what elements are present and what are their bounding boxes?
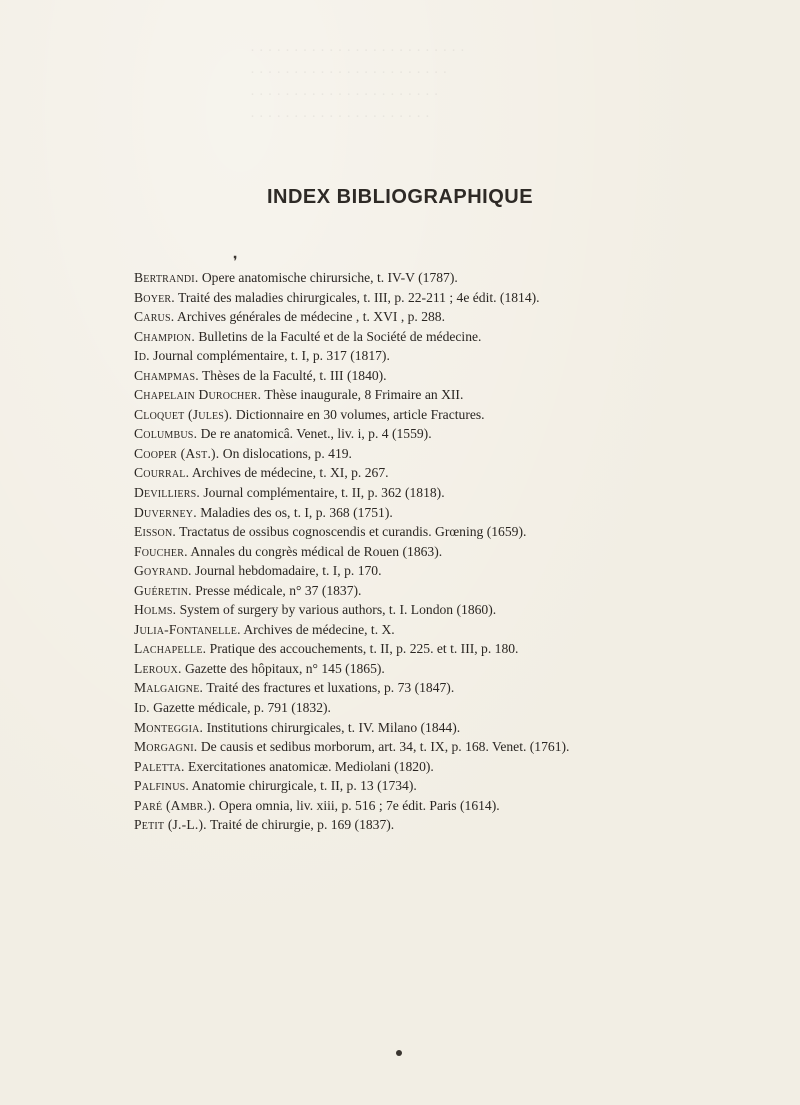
entry-text: Annales du congrès médical de Rouen (1863). (190, 543, 443, 559)
bibliography-entry (134, 327, 789, 347)
bibliography-entry (134, 737, 789, 757)
bibliography-entry (134, 268, 789, 288)
bibliography-entry (134, 600, 789, 620)
bibliography-entry (134, 522, 789, 542)
entry-author: Morgagni. (134, 739, 198, 755)
entry-text: Archives de médecine, t. XI, p. 267. (191, 465, 389, 481)
entry-text: Maladies des os, t. I, p. 368 (1751). (200, 504, 393, 520)
bibliography-entry (134, 776, 789, 796)
bibliography-entry (134, 639, 789, 659)
bibliography-entry (134, 405, 789, 425)
bibliography-entry (134, 678, 789, 698)
entry-text: Anatomie chirurgicale, t. II, p. 13 (1734). (191, 778, 417, 794)
bibliography-entry (134, 385, 789, 405)
page-title: INDEX BIBLIOGRAPHIQUE (266, 186, 534, 209)
entry-author: Id. (134, 348, 150, 364)
entry-text: Gazette médicale, p. 791 (1832). (153, 700, 331, 716)
entry-author: Id. (134, 700, 150, 716)
bibliography-entry (134, 698, 789, 718)
entry-text: Gazette des hôpitaux, n° 145 (1865). (184, 660, 385, 676)
bibliography-entry (134, 424, 789, 444)
entry-text: Institutions chirurgicales, t. IV. Milano (1844). (206, 719, 461, 735)
entry-author: Chapelain Durocher. (134, 387, 262, 403)
entry-text: Thèses de la Faculté, t. III (1840). (202, 367, 387, 383)
bibliography-entry (134, 483, 789, 503)
entry-text: Tractatus de ossibus cognoscendis et curandis. Grœning (1659). (179, 524, 527, 540)
entry-author: Goyrand. (134, 563, 192, 579)
bibliography-entry (134, 561, 789, 581)
entry-author: Malgaigne. (134, 680, 204, 696)
entry-author: Cooper (Ast.). (134, 445, 220, 461)
entry-author: Champion. (134, 328, 195, 344)
bibliography-entry (134, 757, 789, 777)
entry-author: Courral. (134, 465, 190, 481)
entry-author: Holms. (134, 602, 177, 618)
entry-text: Pratique des accouchements, t. II, p. 225. et t. III, p. 180. (209, 641, 519, 657)
ink-dot (396, 1050, 402, 1056)
entry-text: Dictionnaire en 30 volumes, article Fractures. (235, 406, 485, 422)
entry-author: Duverney. (134, 504, 197, 520)
entry-author: Carus. (134, 309, 175, 325)
entry-text: System of surgery by various authors, t. I. London (1860). (179, 602, 497, 618)
entry-author: Bertrandi. (134, 270, 199, 285)
bibliography-entry (134, 503, 789, 523)
entry-author: Lachapelle. (134, 641, 207, 657)
bibliography-entry (134, 307, 789, 327)
entry-text: Traité des maladies chirurgicales, t. III, p. 22-211 ; 4e édit. (1814). (178, 289, 540, 305)
bibliography-entry (134, 815, 789, 835)
entry-text: Traité de chirurgie, p. 169 (1837). (209, 817, 395, 833)
entry-text: Journal complémentaire, t. II, p. 362 (1818). (203, 485, 445, 501)
bibliography-entry (134, 718, 789, 738)
entry-text: Thèse inaugurale, 8 Frimaire an XII. (264, 387, 464, 403)
bibliography-entry (134, 796, 789, 816)
entry-text: On dislocations, p. 419. (222, 445, 352, 461)
show-through-text: · · · · · · · · · · · · · · · · · · · · · · · · · · · · · · · · · · · · · · · · · · · · · · · · · · · · · · · · · · · · · · · · · · · · · · · · · · · · · · · · · · · · · · · · · · · (250, 43, 465, 125)
entry-author: Paletta. (134, 758, 185, 774)
entry-text: Journal complémentaire, t. I, p. 317 (1817). (153, 348, 390, 364)
entry-text: Opera omnia, liv. xiii, p. 516 ; 7e édit. Paris (1614). (218, 797, 500, 813)
bibliography-entry (134, 581, 789, 601)
entry-author: Boyer. (134, 289, 175, 305)
entry-author: Palfinus. (134, 778, 189, 794)
bibliography-entry (134, 542, 789, 562)
bibliography-entry (134, 659, 789, 679)
entry-author: Julia-Fontanelle. (134, 621, 241, 637)
entry-author: Petit (J.-L.). (134, 817, 207, 833)
entry-author: Foucher. (134, 543, 188, 559)
bibliography-list (134, 268, 789, 835)
entry-text: Bulletins de la Faculté et de la Société de médecine. (198, 328, 482, 344)
entry-text: De re anatomicâ. Venet., liv. i, p. 4 (1559). (200, 426, 432, 442)
entry-text: Journal hebdomadaire, t. I, p. 170. (195, 563, 382, 579)
entry-author: Leroux. (134, 660, 182, 676)
entry-text: Presse médicale, n° 37 (1837). (195, 582, 362, 598)
entry-author: Champmas. (134, 367, 199, 383)
bibliography-entry (134, 463, 789, 483)
bibliography-entry (134, 366, 789, 386)
entry-text: Archives générales de médecine , t. XVI , p. 288. (177, 309, 446, 325)
entry-text: De causis et sedibus morborum, art. 34, t. IX, p. 168. Venet. (1761). (200, 739, 570, 755)
entry-author: Cloquet (Jules). (134, 406, 233, 422)
bibliography-entry (134, 288, 789, 308)
bibliography-entry (134, 444, 789, 464)
entry-text: Archives de médecine, t. X. (243, 621, 395, 637)
bibliography-entry (134, 620, 789, 640)
entry-text: Traité des fractures et luxations, p. 73 (1847). (206, 680, 455, 696)
entry-text: Exercitationes anatomicæ. Mediolani (1820). (188, 758, 434, 774)
entry-author: Paré (Ambr.). (134, 797, 216, 813)
entry-author: Monteggia. (134, 719, 204, 735)
entry-text: Opere anatomische chirursiche, t. IV-V (1787). (201, 270, 458, 285)
entry-author: Columbus. (134, 426, 198, 442)
entry-author: Eisson. (134, 524, 176, 540)
bibliography-entry (134, 346, 789, 366)
entry-author: Devilliers. (134, 485, 200, 501)
entry-author: Guéretin. (134, 582, 192, 598)
ink-mark: ❜ (233, 255, 238, 270)
